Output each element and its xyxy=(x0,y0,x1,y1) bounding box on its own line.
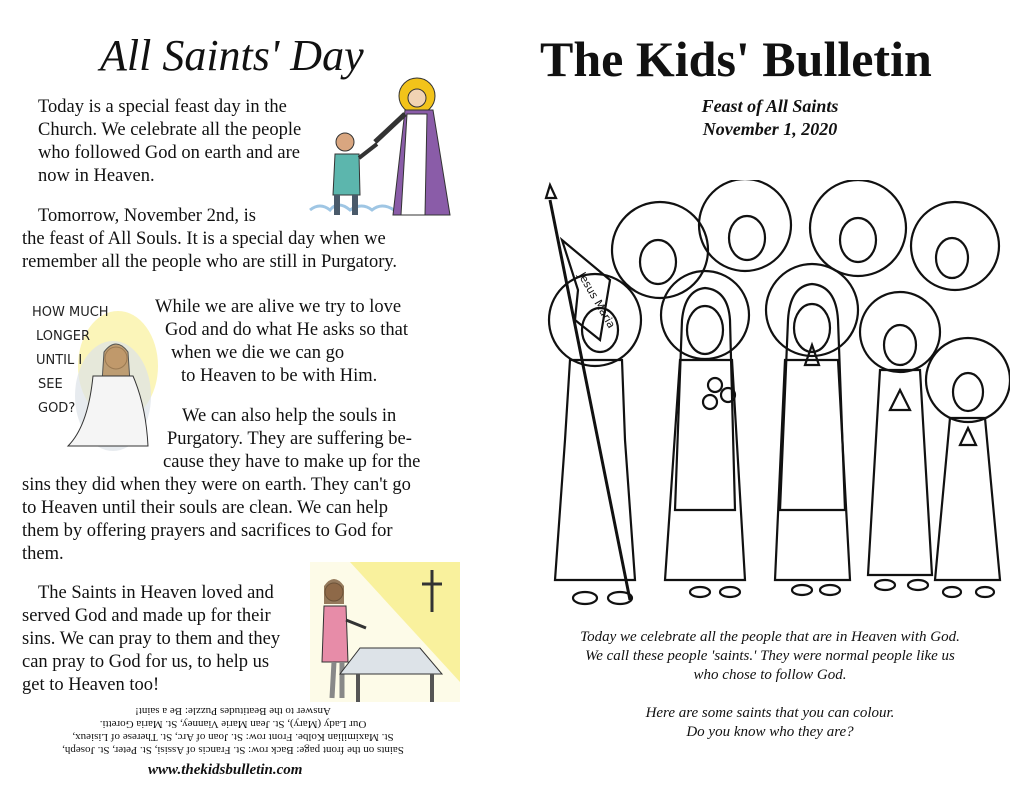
text-line: them. xyxy=(22,544,64,564)
text-line: Purgatory. They are suffering be- xyxy=(167,429,412,449)
caption-line: who chose to follow God. xyxy=(693,667,847,683)
text-line: While we are alive we try to love xyxy=(155,297,402,317)
paragraph-love-god xyxy=(155,296,455,388)
text-line: Our Lady (Mary), St. Jean Marie Vianney, St. Maria Goretti. xyxy=(99,718,367,730)
text-line: The Saints in Heaven loved and xyxy=(38,583,274,603)
banner-text: Jesus Maria xyxy=(575,270,618,331)
text-line: served God and made up for their xyxy=(22,606,271,626)
caption-line: We call these people 'saints.' They were normal people like us xyxy=(585,648,955,664)
thought-bubble-line: LONGER xyxy=(36,329,91,344)
text-line: Saints on the front page: Back row: St. Francis of Assisi, St. Peter, St. Joseph, xyxy=(62,744,404,756)
text-line: Answer to the Beatitudes Puzzle: Be a saint! xyxy=(135,705,331,717)
text-line: the feast of All Souls. It is a special day when we xyxy=(22,229,386,249)
text-line: St. Maximilian Kolbe. Front row: St. Joan of Arc, St. Therese of Lisieux, xyxy=(72,731,394,743)
thought-bubble-line: UNTIL I xyxy=(36,353,83,368)
text-line: Today is a special feast day in the xyxy=(38,97,287,117)
subtitle-line: Feast of All Saints xyxy=(701,96,839,116)
caption-line: Do you know who they are? xyxy=(686,724,854,740)
bulletin-title: The Kids' Bulletin xyxy=(540,31,932,87)
bulletin-subtitle xyxy=(560,95,980,141)
caption-line xyxy=(540,685,1000,704)
paragraph-all-souls xyxy=(22,205,452,274)
text-line: to Heaven to be with Him. xyxy=(181,366,378,386)
text-line: Church. We celebrate all the people xyxy=(38,120,302,140)
text-line: Tomorrow, November 2nd, is xyxy=(38,206,256,226)
caption-line: Today we celebrate all the people that are in Heaven with God. xyxy=(580,629,960,645)
paragraph-feast-day xyxy=(22,96,322,188)
girl-praying-illustration xyxy=(310,562,460,702)
text-line: sins. We can pray to them and they xyxy=(22,629,281,649)
thought-bubble-line: HOW MUCH xyxy=(32,305,109,320)
text-line: now in Heaven. xyxy=(38,166,155,186)
text-line: sins they did when they were on earth. They can't go xyxy=(22,475,411,495)
upside-down-answers xyxy=(18,704,448,756)
text-line: them by offering prayers and sacrifices to God for xyxy=(22,521,393,541)
text-line: to Heaven until their souls are clean. We can help xyxy=(22,498,388,518)
thought-bubble-line: SEE xyxy=(38,377,63,392)
text-line: can pray to God for us, to help us xyxy=(22,652,270,672)
text-line: cause they have to make up for the xyxy=(163,452,421,472)
text-line: We can also help the souls in xyxy=(182,406,397,426)
saints-caption xyxy=(540,628,1000,742)
text-line: get to Heaven too! xyxy=(22,675,160,695)
saints-colouring-illustration xyxy=(540,180,1010,615)
caption-line: Here are some saints that you can colour. xyxy=(645,705,895,721)
thought-bubble-line: GOD? xyxy=(38,401,76,416)
text-line: when we die we can go xyxy=(171,343,345,363)
text-line: who followed God on earth and are xyxy=(38,143,300,163)
website-link[interactable]: www.thekidsbulletin.com xyxy=(148,762,303,778)
subtitle-line: November 1, 2020 xyxy=(702,119,838,139)
text-line: God and do what He asks so that xyxy=(165,320,409,340)
paragraph-saints-pray xyxy=(22,582,322,697)
left-page-title: All Saints' Day xyxy=(100,31,364,80)
paragraph-help-souls xyxy=(22,405,462,566)
text-line: remember all the people who are still in Purgatory. xyxy=(22,252,398,272)
